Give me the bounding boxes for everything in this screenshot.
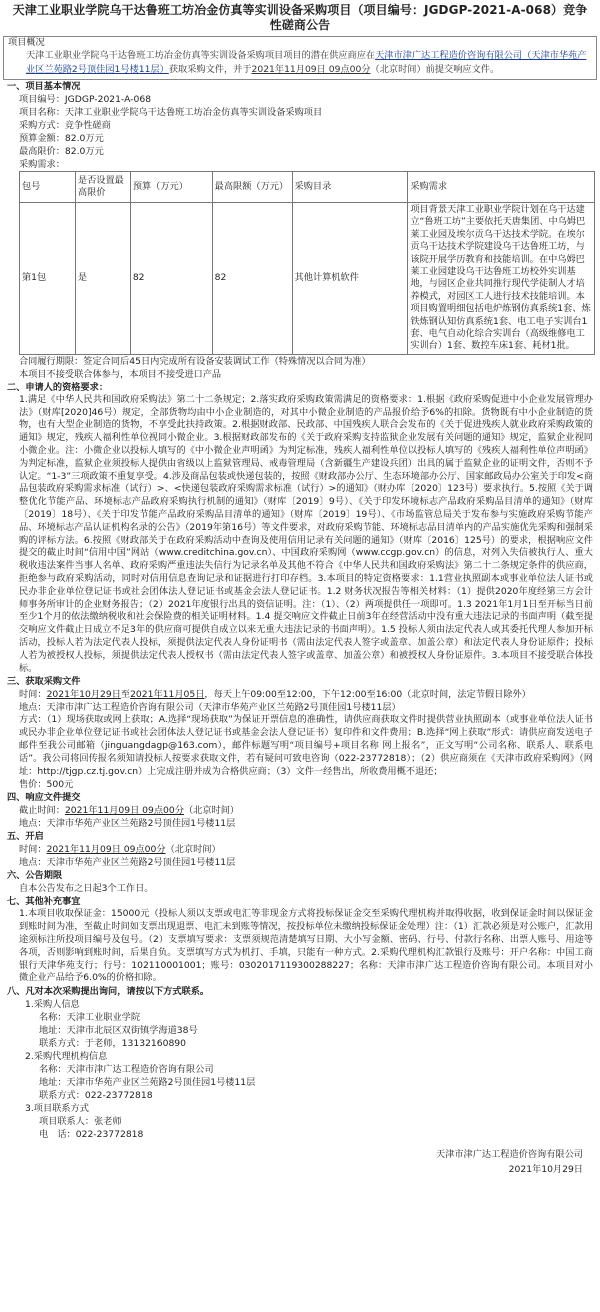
open-time-label: 时间： bbox=[19, 844, 47, 856]
period-heading: 六、公告期限 bbox=[7, 870, 63, 882]
td-budget: 82 bbox=[130, 203, 212, 355]
obtain-time bbox=[3, 688, 597, 701]
th-limit: 最高限额（万元） bbox=[212, 172, 292, 203]
other-text: 1.本项目收取保证金：15000元（投标人须以支票或电汇等非现金方式将投标保证金交至采购代理机构并取得收据，收到保证金时间以保证金到账时间为准，至截止时间如支票出现退票、电汇未到账等情况，按投标单位未缴纳投标保证金处理）注：（1）汇款必须是对公账户，汇款用途须标注所投项目编号及包号。（2）支票填写要求：支票须规范清楚填写日期、大小写金额、密码、行号、付款行名称、出票人账号、用途等各项，否则影响到账时间，后果自负。支票填写方式为机打、手填，只能有一种方式。2.采购代理机构汇款银行及账号：开户名称：中国工商银行天津华苑支行；行号：102110001001；账号：0302017119300288227；名称：天津市津广达工程造价咨询有限公司。本项目对小微企业产品给予6.0%的价格扣除。 bbox=[19, 908, 593, 984]
agency-address: 地址：天津市华苑产业区兰苑路2号顶佳园1号楼11层 bbox=[39, 1077, 256, 1089]
submit-heading: 四、响应文件提交 bbox=[7, 792, 81, 804]
th-catalog: 采购目录 bbox=[292, 172, 408, 203]
th-budget: 预算（万元） bbox=[130, 172, 212, 203]
open-time-value: 2021年11月09日 09点00分 bbox=[46, 844, 166, 856]
period-text: 自本公告发布之日起3个工作日。 bbox=[19, 883, 154, 895]
signature-org: 天津市津广达工程造价咨询有限公司 bbox=[436, 1149, 583, 1161]
obtain-start-date: 2021年10月29日 bbox=[46, 689, 121, 701]
notice-page bbox=[3, 3, 597, 1177]
page-title: 天津工业职业学院乌干达鲁班工坊冶金仿真等实训设备采购项目（项目编号：JGDGP-2021-A-068）竞争性磋商公告 bbox=[12, 3, 588, 32]
submit-deadline-value: 2021年11月09日 09点00分 bbox=[64, 805, 184, 817]
basic-row-budget: 预算金额：82.0万元 bbox=[19, 133, 104, 144]
basic-row-name: 项目名称：天津工业职业学院乌干达鲁班工坊冶金仿真等实训设备采购项目 bbox=[19, 107, 323, 118]
overview-deadline: 2021年11月09日 09点00分 bbox=[251, 64, 371, 75]
overview-text bbox=[4, 49, 596, 79]
signature-date: 2021年10月29日 bbox=[508, 1164, 583, 1176]
consortium-note: 本项目不接受联合体参与，本项目不接受进口产品 bbox=[19, 368, 222, 380]
td-has-limit: 是 bbox=[75, 203, 130, 355]
qual-heading: 二、申请人的资格要求： bbox=[7, 381, 109, 393]
basic-row-demand: 采购需求： bbox=[19, 159, 65, 170]
project-contact-heading: 3.项目联系方式 bbox=[25, 1103, 89, 1115]
purchaser-address: 地址：天津市北辰区双街镇学海道38号 bbox=[39, 1025, 198, 1037]
other-heading: 七、其他补充事宜 bbox=[7, 896, 81, 908]
td-catalog: 其他计算机软件 bbox=[292, 203, 408, 355]
obtain-time-label: 时间： bbox=[19, 689, 47, 701]
basic-row-limit: 最高限价：82.0万元 bbox=[19, 146, 104, 157]
purchaser-heading: 1.采购人信息 bbox=[25, 999, 80, 1011]
obtain-heading: 三、获取采购文件 bbox=[7, 676, 81, 688]
overview-text-1: 天津工业职业学院乌干达鲁班工坊冶金仿真等实训设备采购项目项目的潜在供应商应在 bbox=[26, 50, 376, 61]
overview-box bbox=[3, 36, 597, 80]
qual-text: 1.满足《中华人民共和国政府采购法》第二十二条规定；2.落实政府采购政策需满足的资格要求：1.根据《政府采购促进中小企业发展管理办法》（财库[2020]46号）规定，全部货物均由中小企业制造的，对其中小微企业制造的产品报价给予6%的扣除。货物既有中小企业制造的货物，也有大型企业制造的货物，不享受此扶持政策。2.根据财政部、民政部、中国残疾人联合会发布的《关于促进残疾人就业政府采购政策的通知》规定，残疾人福利性单位视同小微企业。3.根据财政部发布的《关于政府采购支持监狱企业发展有关问题的通知》规定，监狱企业视同小微企业。注：小微企业以投标人填写的《中小微企业声明函》为判定标准，残疾人福利性单位以投标人填写的《残疾人福利性单位声明函》为判定标准，监狱企业须投标人提供由省级以上监狱管理局、戒毒管理局（含新疆生产建设兵团）出具的属于监狱企业的证明文件，否则不予认定。“1-3”三项政策不重复享受。4.涉及商品包装或快递包装的，按照《财政部办公厅、生态环境部办公厅、国家邮政局办公室关于印发<商品包装政府采购需求标准（试行）>、<快递包装政府采购需求标准（试行）>的通知》（财办库〔2020〕123号）要求执行。5.按照《关于调整优化节能产品、环境标志产品政府采购执行机制的通知》（财库〔2019〕9号）、《关于印发环境标志产品政府采购品目清单的通知》（财库〔2019〕18号）、《关于印发节能产品政府采购品目清单的通知》（财库〔2019〕19号）、《市场监管总局关于发布参与实施政府采购节能产品、环境标志产品认证机构名录的公告》（2019年第16号）等文件要求，对政府采购节能、环境标志品目清单内的产品实施优先采购和强制采购的评标方法。6.按照《财政部关于在政府采购活动中查询及使用信用记录有关问题的通知》（财库〔2016〕125号）的要求，根据响应文件提交的截止时间“信用中国”网站（www.creditchina.gov.cn）、中国政府采购网（www.ccgp.gov.cn）的信息，对列入失信被执行人、重大税收违法案件当事人名单、政府采购严重违法失信行为记录名单及其他不符合《中华人民共和国政府采购法》第二十二条规定条件的供应商，拒绝参与政府采购活动，同时对信用信息查询记录和证据进行打印存档。3.本项目的特定资格要求：1.1营业执照副本或事业单位法人证书或民办非企业单位登记证书或社会团体法人登记证书或基金会法人登记证书。1.2 财务状况报告等相关材料：（1）提供2020年度经第三方会计师事务所审计的企业财务报告；（2）2021年度银行出具的资信证明。注：（1）、（2）两项提供任一项即可。1.3 2021年1月1日至开标当日前至少1个月的依法缴纳税收和社会保险费的相关证明材料。1.4 提交响应文件截止日前3年在经营活动中没有重大违法记录的书面声明（截至提交响应文件截止日成立不足3年的供应商可提供自成立以来无重大违法记录的书面声明）。1.5 投标人须由法定代表人或其委托代理人参加开标活动，投标人若为法定代表人投标，须提供法定代表人身份证明书（需由法定代表人签字或盖章、加盖公章）和法定代表人身份证原件；投标人若为被授权人投标，须提供法定代表人授权书（需由法定代表人签字或盖章、加盖公章）和被授权人身份证原件。3.本项目不接受联合体投标。 bbox=[19, 393, 593, 674]
agency-heading: 2.采购代理机构信息 bbox=[25, 1051, 108, 1063]
package-table bbox=[19, 171, 595, 355]
basic-heading: 一、项目基本情况 bbox=[7, 81, 81, 92]
obtain-price: 售价：500元 bbox=[19, 779, 74, 791]
obtain-time-to: 至 bbox=[120, 689, 131, 701]
signature-block bbox=[3, 1147, 597, 1177]
basic-row-code: 项目编号：JGDGP-2021-A-068 bbox=[19, 94, 152, 105]
table-header-row bbox=[20, 172, 595, 203]
overview-text-3: （北京时间）前提交响应文件。 bbox=[370, 64, 500, 75]
obtain-method: 方式：（1）现场获取或网上获取；A.选择“现场获取”为保证开票信息的准确性，请供应商获取文件时提供营业执照副本（或事业单位法人证书或民办非企业单位登记证书或社会团体法人登记证书或基金会法人登记证书）复印件和文件费用；B.选择“网上获取”形式：请供应商发送电子邮件至我公司邮箱（jinguangdagp@163.com），邮件标题写明“项目编号+项目名称 网上报名”，正文写明“公司名称、联系人、联系电话”。我公司将回传报名须知请投标人按要求获取文件，若有疑问可致电咨询（022-23772818）；（2）供应商须在《天津市政府采购网》（网址：http://tjgp.cz.tj.gov.cn）上完成注册并成为合格供应商；（3）文件一经售出，所收费用概不退还； bbox=[19, 714, 593, 777]
td-limit: 82 bbox=[212, 203, 292, 355]
submit-deadline-label: 截止时间： bbox=[19, 805, 65, 817]
agency-phone: 联系方式：022-23772818 bbox=[39, 1090, 153, 1102]
th-demand: 采购需求 bbox=[408, 172, 595, 203]
submit-place: 地点：天津市华苑产业区兰苑路2号顶佳园1号楼11层 bbox=[19, 818, 236, 830]
submit-deadline-rest: （北京时间） bbox=[183, 805, 240, 817]
th-package: 包号 bbox=[20, 172, 76, 203]
open-place: 地点：天津市华苑产业区兰苑路2号顶佳园1号楼11层 bbox=[19, 857, 236, 869]
open-heading: 五、开启 bbox=[7, 831, 44, 843]
obtain-time-rest: ，每天上午09:00至12:00，下午12:00至16:00（北京时间，法定节假日除外） bbox=[204, 689, 531, 701]
open-time-rest: （北京时间） bbox=[165, 844, 221, 856]
purchaser-phone: 联系方式：于老师，13132160890 bbox=[39, 1038, 186, 1050]
contract-period: 合同履行期限：签定合同后45日内完成所有设备安装调试工作（特殊情况以合同为准） bbox=[19, 355, 371, 367]
td-package: 第1包 bbox=[20, 203, 76, 355]
obtain-place: 地点：天津市津广达工程造价咨询有限公司（天津市华苑产业区兰苑路2号顶佳园1号楼11层） bbox=[19, 702, 401, 714]
overview-place-link[interactable]: 天津市津广达工程造价咨询有限公司（天津市华苑产业区兰苑路2号顶佳园1号楼11层） bbox=[26, 50, 587, 75]
project-contact-person: 项目联系人：张老师 bbox=[39, 1116, 122, 1128]
overview-text-2: 获取采购文件，并于 bbox=[168, 64, 252, 75]
basic-row-method: 采购方式：竞争性磋商 bbox=[19, 120, 111, 131]
open-time bbox=[3, 843, 597, 856]
agency-name: 名称：天津市津广达工程造价咨询有限公司 bbox=[39, 1064, 214, 1076]
purchaser-name: 名称：天津工业职业学院 bbox=[39, 1012, 141, 1024]
th-has-limit: 是否设置最高限价 bbox=[75, 172, 130, 203]
table-row bbox=[20, 203, 595, 355]
obtain-end-date: 2021年11月05日 bbox=[130, 689, 205, 701]
contact-heading: 八、凡对本次采购提出询问，请按以下方式联系。 bbox=[7, 986, 210, 998]
project-contact-phone: 电 话：022-23772818 bbox=[39, 1129, 144, 1141]
td-demand: 项目背景天津工业职业学院计划在乌干达建立“鲁班工坊”主要依托天唐集团、中乌姆巴莱工业园及埃尔贡乌干达技术学院。在埃尔贡乌干达技术学院建设乌干达鲁班工坊，与该院开展学历教育和技能培训。在中乌姆巴莱工业园建设乌干达鲁班工坊校外实训基地，与园区企业共同推行现代学徒制人才培养模式，对园区工人进行技术技能培训。本项目购置明细包括电炉炼钢仿真系统1套、炼铁炼钢认知仿真系统1套、电工电子实训台1套、电气自动化综合实训台（高级维修电工实训台）1套、数控车床1套、耗材1批。 bbox=[408, 203, 595, 355]
submit-deadline bbox=[3, 804, 597, 817]
overview-heading: 项目概况 bbox=[8, 37, 45, 48]
